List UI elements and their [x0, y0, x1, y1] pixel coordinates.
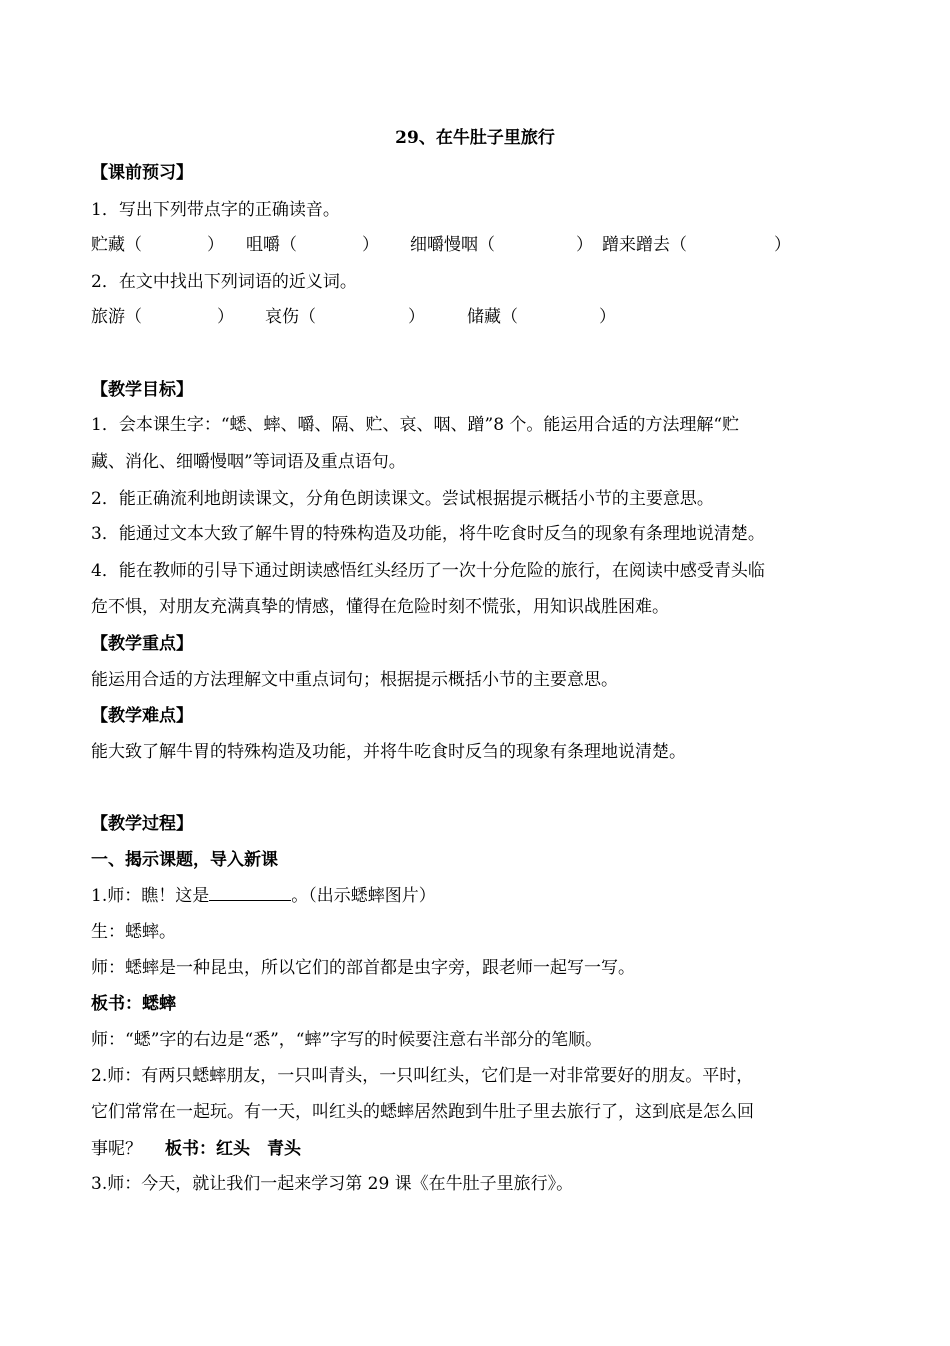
- word-zhucang: 贮藏（: [91, 235, 142, 255]
- process-board-note-1: 板书：蟋蟀: [91, 994, 176, 1014]
- process-line-6: 2.师：有两只蟋蟀朋友，一只叫青头，一只叫红头，它们是一对非常要好的朋友。平时，: [91, 1066, 754, 1086]
- word-chucang: 储藏（: [467, 307, 518, 327]
- word-lvyou: 旅游（: [91, 307, 142, 327]
- process-line-1-prefix: 1.师：瞧！这是: [91, 886, 210, 906]
- word-aishang: 哀伤（: [265, 307, 316, 327]
- preview-question-2: 2．在文中找出下列词语的近义词。: [91, 272, 357, 292]
- paren-close: ）: [576, 235, 593, 255]
- goal-line: 3．能通过文本大致了解牛胃的特殊构造及功能，将牛吃食时反刍的现象有条理地说清楚。: [91, 524, 765, 544]
- process-board-note-2: 板书：红头 青头: [165, 1139, 301, 1159]
- paren-close: ）: [774, 235, 791, 255]
- difficulties-text: 能大致了解牛胃的特殊构造及功能，并将牛吃食时反刍的现象有条理地说清楚。: [91, 742, 686, 762]
- section-heading-key-points: 【教学重点】: [91, 634, 193, 654]
- process-line-1: [91, 884, 436, 908]
- word-cenglaicengqu: 蹭来蹭去（: [602, 235, 687, 255]
- preview-question-1: 1．写出下列带点字的正确读音。: [91, 200, 340, 220]
- paren-close: ）: [408, 307, 425, 327]
- process-line-2: 生：蟋蟀。: [91, 922, 176, 942]
- process-line-3: 师：蟋蟀是一种昆虫，所以它们的部首都是虫字旁，跟老师一起写一写。: [91, 958, 635, 978]
- process-line-7: 它们常常在一起玩。有一天，叫红头的蟋蟀居然跑到牛肚子里去旅行了，这到底是怎么回: [91, 1102, 754, 1122]
- paren-close: ）: [207, 235, 224, 255]
- goal-line: 4．能在教师的引导下通过朗读感悟红头经历了一次十分危险的旅行，在阅读中感受青头临: [91, 561, 765, 581]
- process-line-9: 3.师：今天，就让我们一起来学习第 29 课《在牛肚子里旅行》。: [91, 1174, 574, 1194]
- paren-close: ）: [217, 307, 234, 327]
- process-line-1-suffix: 。（出示蟋蟀图片）: [291, 886, 436, 906]
- paren-close: ）: [362, 235, 379, 255]
- section-heading-difficulties: 【教学难点】: [91, 706, 193, 726]
- paren-close: ）: [599, 307, 616, 327]
- page-title: 29、在牛肚子里旅行: [395, 128, 555, 148]
- process-section-1-title: 一、揭示课题，导入新课: [91, 850, 278, 870]
- fill-in-blank: [209, 884, 291, 901]
- goal-line: 危不惧，对朋友充满真挚的情感，懂得在危险时刻不慌张，用知识战胜困难。: [91, 597, 669, 617]
- word-xijiaomanyan: 细嚼慢咽（: [410, 235, 495, 255]
- process-line-8-text: 事呢？: [91, 1139, 142, 1159]
- process-line-8: [91, 1137, 301, 1161]
- goal-line: 2．能正确流利地朗读课文，分角色朗读课文。尝试根据提示概括小节的主要意思。: [91, 489, 714, 509]
- goal-line: 藏、消化、细嚼慢咽”等词语及重点语句。: [91, 452, 406, 472]
- section-heading-preview: 【课前预习】: [91, 163, 193, 183]
- section-heading-goals: 【教学目标】: [91, 380, 193, 400]
- goal-line: 1．会本课生字：“蟋、蟀、嚼、隔、贮、哀、咽、蹭”8 个。能运用合适的方法理解“贮: [91, 415, 740, 435]
- word-jujue: 咀嚼（: [246, 235, 297, 255]
- process-line-5: 师：“蟋”字的右边是“悉”，“蟀”字写的时候要注意右半部分的笔顺。: [91, 1030, 603, 1050]
- key-points-text: 能运用合适的方法理解文中重点词句；根据提示概括小节的主要意思。: [91, 670, 618, 690]
- section-heading-process: 【教学过程】: [91, 814, 193, 834]
